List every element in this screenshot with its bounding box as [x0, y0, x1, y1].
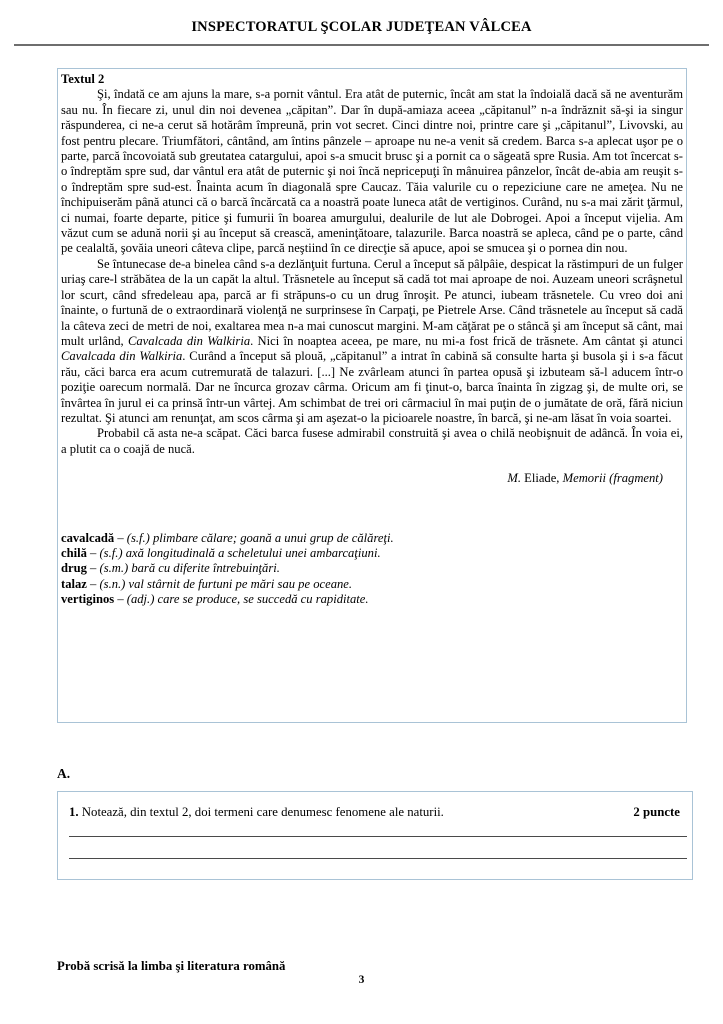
question-1-text-wrap: [69, 805, 444, 820]
text-run: Memorii (fragment): [562, 471, 663, 486]
definition-term: chilă: [61, 545, 87, 560]
definition-text: (adj.) care se produce, se succedă cu rapiditate.: [126, 592, 369, 607]
definition-separator: –: [114, 592, 127, 607]
definition-line: [61, 592, 683, 607]
definition-text: (s.f.) plimbare călare; goană a unui grup de călăreţi.: [126, 530, 394, 545]
text-2-box: [57, 68, 687, 723]
answer-lines: [69, 820, 680, 859]
text-paragraph: [61, 257, 683, 426]
question-number: 1.: [69, 805, 79, 819]
text-2-title: Textul 2: [61, 72, 105, 86]
text-run: Eliade,: [520, 471, 563, 486]
attribution-line: [61, 471, 683, 486]
page-number: 3: [358, 974, 365, 986]
definition-separator: –: [86, 545, 100, 560]
definition-separator: –: [114, 530, 127, 545]
text-paragraph: [61, 426, 683, 457]
definition-term: cavalcadă: [61, 530, 115, 545]
definition-line: [61, 577, 683, 592]
text-run: Probabil că asta ne-a scăpat. Căci barca fusese admirabil construită şi avea o chilă neobişnuit de adâncă. În voia ei, a plutit ca o coajă de nucă.: [61, 426, 683, 456]
definition-separator: –: [86, 561, 100, 576]
text-run: M.: [507, 471, 521, 486]
definition-line: [61, 561, 683, 576]
definition-line: [61, 531, 683, 546]
text-run: . Nici în noaptea aceea, pe mare, nu mi-a fost frică de trăsnete. Am cântat şi atunci: [250, 333, 683, 348]
answer-line[interactable]: [69, 837, 687, 859]
question-points-badge: 2 puncte: [633, 805, 680, 819]
text-run: Se întunecase de-a binelea când s-a dezlănţuit furtuna. Cerul a început să pâlpâie, despicat la răstimpuri de un fulger uriaş care-l străbătea de la un capăt la altul. Trăsnetele au început să cadă tot mai aproape de noi. Auzeam uneori scrâşnetul lor scurt, când sfredeleau apa, parcă ar fi străpuns-o cu un drug înroşit. Pe atunci, iubeam trăsnetele. Cu vreo doi ani înainte, o furtună de o extraordinară violenţă ne surprinsese în Carpaţi, pe Pietrele Arse. Când trăsnetele au început să cadă la câteva zeci de metri de noi, exaltarea mea n-a mai cunoscut margini. M-am căţărat pe o stâncă şi am început să cânt, mai mult urlând,: [61, 256, 683, 348]
exam-name-footer: Probă scrisă la limba şi literatura română: [57, 959, 286, 973]
question-1-row: [69, 805, 680, 820]
institution-title: INSPECTORATUL ŞCOLAR JUDEŢEAN VÂLCEA: [191, 19, 532, 35]
definition-term: drug: [61, 561, 87, 576]
question-text: Notează, din textul 2, doi termeni care denumesc fenomene ale naturii.: [78, 805, 444, 819]
text-run: Cavalcada din Walkiria: [61, 349, 183, 364]
text-2-paragraphs: [61, 87, 683, 457]
definition-line: [61, 546, 683, 561]
text-run: Cavalcada din Walkiria: [127, 333, 251, 348]
definition-term: vertiginos: [61, 592, 115, 607]
text-run: Şi, îndată ce am ajuns la mare, s-a pornit vântul. Era atât de puternic, încât am stat la îndoială dacă să ne aventurăm sau nu. În fiecare zi, unul din noi devenea „căpitan”. Dar în după-amiaza aceea „căpitanul” n-a îndrăznit să-şi ia singur răspunderea, ci ne-a cerut să hotărâm împreună, prin vot secret. Cinci dintre noi, printre care şi „căpitanul”, Livovski, au fost pentru plecare. Triumfători, cântând, am întins pânzele – aproape nu ne-a venit să credem. Barca s-a aplecat uşor pe o parte, parcă încovoiată sub greutatea catargului, apoi s-a smucit brusc şi a pornit ca o săgeată spre Rusia. Am tot încercat s-o îndreptăm spre sud, dar vântul era atât de puternic şi noi încă nepricepuţi în mânuirea pânzelor, încât de-abia am reuşit s-o îndreptăm spre sud-est. Înainta acum în diagonală spre Caucaz. Tăia valurile cu o repeziciune care ne ameţea. Nu ne închipuiserăm până atunci că o barcă încărcată ca a noastră poate luneca atât de vertiginos. Curând, nu s-a mai zărit ţărmul, ci numai, foarte departe, pitice şi fumurii în boarea amurgului, dealurile de lut ale Dobrogei. Apoi a început vijelia. Am văzut cum se adună norii şi au început să crească, ameninţătoare, talazurile. Barca noastră se apleca, când pe o parte, când pe cealaltă, şovăia uneori câteva clipe, parcă neştiind în ce direcţie să apuce, apoi se smucea şi o pornea din nou.: [61, 87, 683, 256]
definition-text: (s.f.) axă longitudinală a scheletului unei ambarcaţiuni.: [99, 545, 381, 560]
header-divider: [14, 44, 709, 46]
definitions-list: [61, 531, 683, 608]
answer-line[interactable]: [69, 820, 687, 837]
section-a-label: A.: [57, 766, 71, 781]
definition-term: talaz: [61, 576, 87, 591]
definition-separator: –: [86, 576, 100, 591]
definition-text: (s.n.) val stârnit de furtuni pe mări sau pe oceane.: [99, 576, 353, 591]
text-run: . Curând a început să plouă, „căpitanul” a intrat în cabină să consulte harta şi busola şi i s-a făcut rău, căci barca era acum cutremurată de talazuri. [...] Ne zvârleam atunci în partea opusă şi izbuteam să-l aducem într-o poziţie oarecum normală. Dar ne încurca grozav cârma. Oricum am fi ţinut-o, barca înainta în zigzag şi, de multe ori, se învârtea în jurul ei ca prinsă într-un vârtej. Am schimbat de trei ori cârmaciul în mai puţin de o jumătate de oră, fără niciun rezultat. Şi atunci am renunţat, am scos cârma şi am aşezat-o la picioarele noastre, în barcă, şi ne-am lăsat în voia soartei.: [61, 349, 683, 425]
definition-text: (s.m.) bară cu diferite întrebuinţări.: [99, 561, 280, 576]
question-1-box: [57, 791, 693, 880]
text-paragraph: [61, 87, 683, 256]
